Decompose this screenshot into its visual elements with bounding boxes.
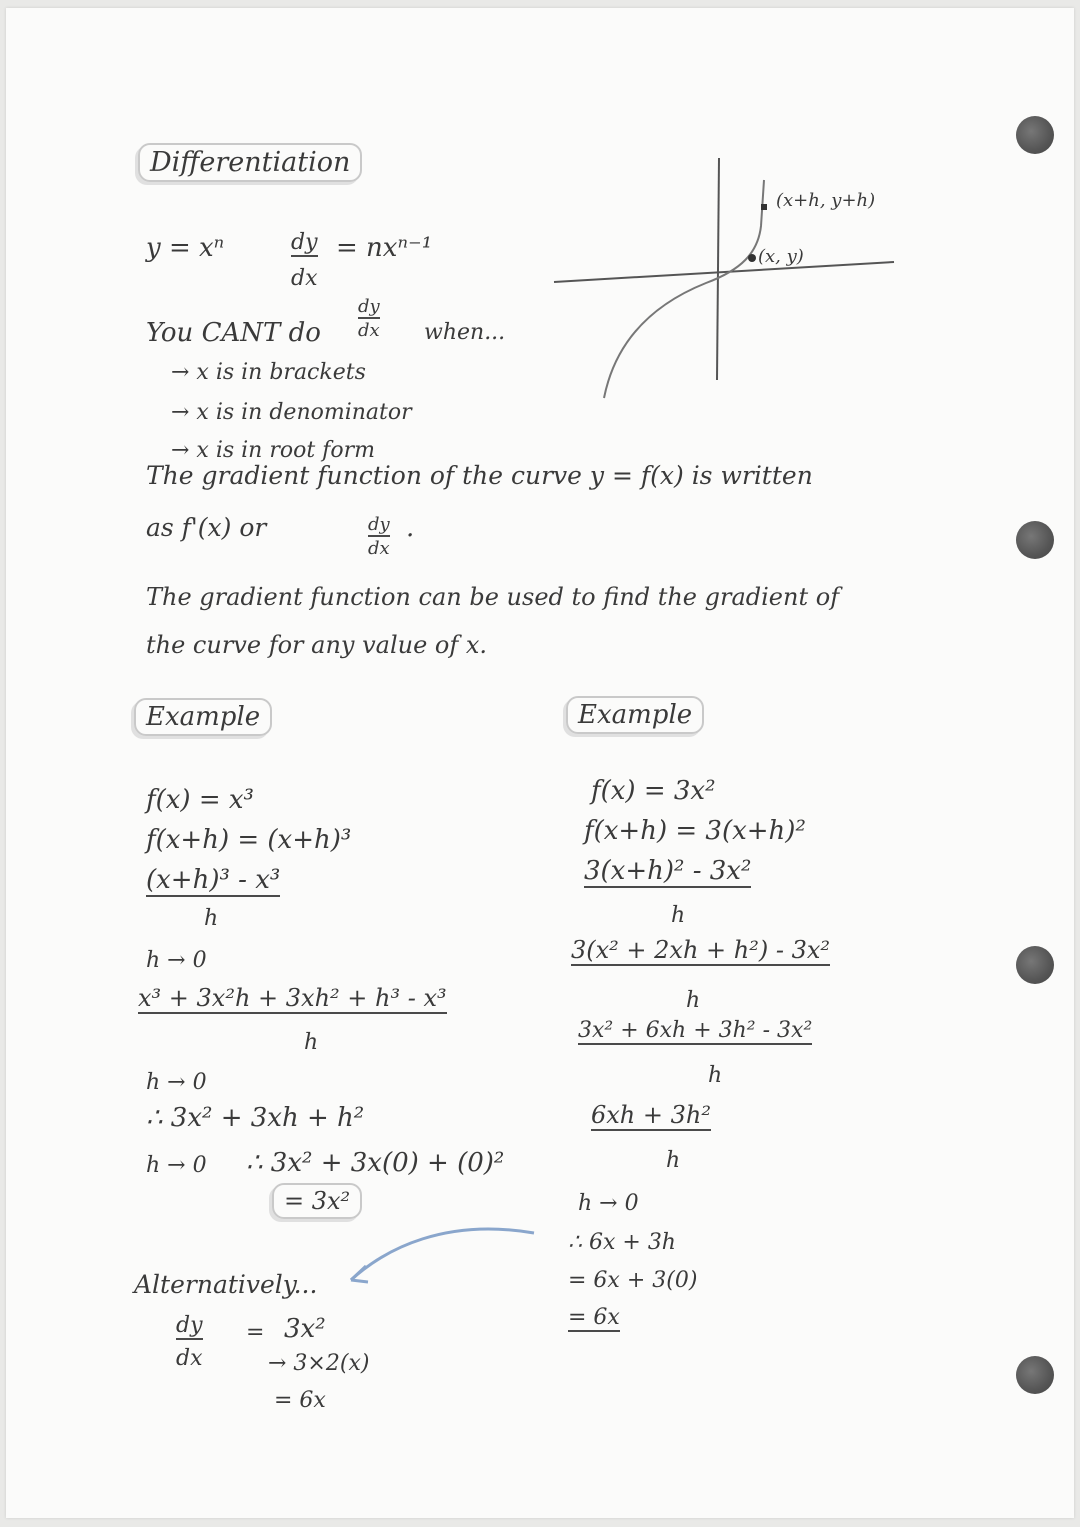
power-rule-dy: dy [291,230,318,255]
example1-heading: Example [134,698,272,736]
alternatively-eq: = [246,1320,265,1345]
para2-line2: the curve for any value of x. [146,631,488,659]
cant-dx: dx [358,320,380,341]
graph-point1-label: (x, y) [758,246,804,267]
example2-l4: ∴ 6x + 3h [568,1230,676,1255]
para1-line1: The gradient function of the curve y = f(x) is written [146,461,813,490]
example2-heading: Example [566,696,704,734]
alternatively-label: Alternatively... [134,1270,318,1299]
para1-end: . [406,513,415,543]
power-rule-dx: dx [291,266,318,291]
example1-l4: h → 0 [146,1070,207,1095]
para2-line1: The gradient function can be used to find the gradient of [146,583,840,611]
page-title: Differentiation [138,143,362,182]
example1-frac2-den: h [304,1030,319,1055]
example2-l6: = 6x [568,1305,620,1330]
example1-l5: ∴ 3x² + 3xh + h² [146,1103,365,1133]
example2-frac3-den: h [708,1063,723,1088]
example2-frac2-num: 3(x² + 2xh + h²) - 3x² [571,936,831,964]
cant-dy: dy [358,296,380,317]
alternatively-v1: 3x² [284,1314,326,1344]
graph-point2-label: (x+h, y+h) [776,190,876,211]
para1-dx: dx [368,538,390,559]
point-xh-yh [761,204,767,210]
notebook-page [6,8,1074,1518]
graph-curve [604,180,764,398]
point-x-y [748,254,756,262]
cant-item-1: → x is in brackets [171,360,366,385]
example1-frac1-den: h [204,906,219,931]
para1-line2: as f'(x) or [146,513,267,542]
example2-l5: = 6x + 3(0) [568,1268,698,1293]
example1-frac2-num: x³ + 3x²h + 3xh² + h³ - x³ [138,984,447,1012]
cant-item-2: → x is in denominator [171,400,412,425]
example2-l3: h → 0 [578,1191,639,1216]
example1-result: = 3x² [272,1183,362,1219]
example2-line2: f(x+h) = 3(x+h)² [584,816,806,846]
para1-dy: dy [368,514,390,535]
alternatively-dy: dy [176,1313,203,1338]
example2-frac4-den: h [666,1148,681,1173]
example1-line2: f(x+h) = (x+h)³ [146,825,352,855]
graph-y-axis [717,158,719,380]
arrow-curve [351,1229,534,1280]
example1-frac1-num: (x+h)³ - x³ [146,865,281,895]
example2-frac2-den: h [686,988,701,1013]
example2-frac1-num: 3(x+h)² - 3x² [584,856,752,886]
example1-line1: f(x) = x³ [146,785,254,815]
graph-x-axis [554,262,894,282]
cant-suffix: when... [424,320,506,345]
arrow-head [351,1266,368,1282]
alternatively-v2: → 3×2(x) [268,1351,370,1376]
example2-line1: f(x) = 3x² [591,776,716,806]
example1-l6a: h → 0 [146,1153,207,1178]
cant-prefix: You CANT do [146,318,321,348]
example1-l6b: ∴ 3x² + 3x(0) + (0)² [246,1148,505,1178]
example2-frac3-num: 3x² + 6xh + 3h² - 3x² [578,1018,813,1043]
example2-frac1-den: h [671,903,686,928]
alternatively-v3: = 6x [274,1388,326,1413]
alternatively-dx: dx [176,1346,203,1371]
power-rule-lhs: y = xⁿ [146,233,225,263]
power-rule-rhs: = nxⁿ⁻¹ [336,233,433,263]
example2-frac4-num: 6xh + 3h² [591,1101,711,1129]
cant-item-3: → x is in root form [171,438,375,463]
example1-l3: h → 0 [146,948,207,973]
